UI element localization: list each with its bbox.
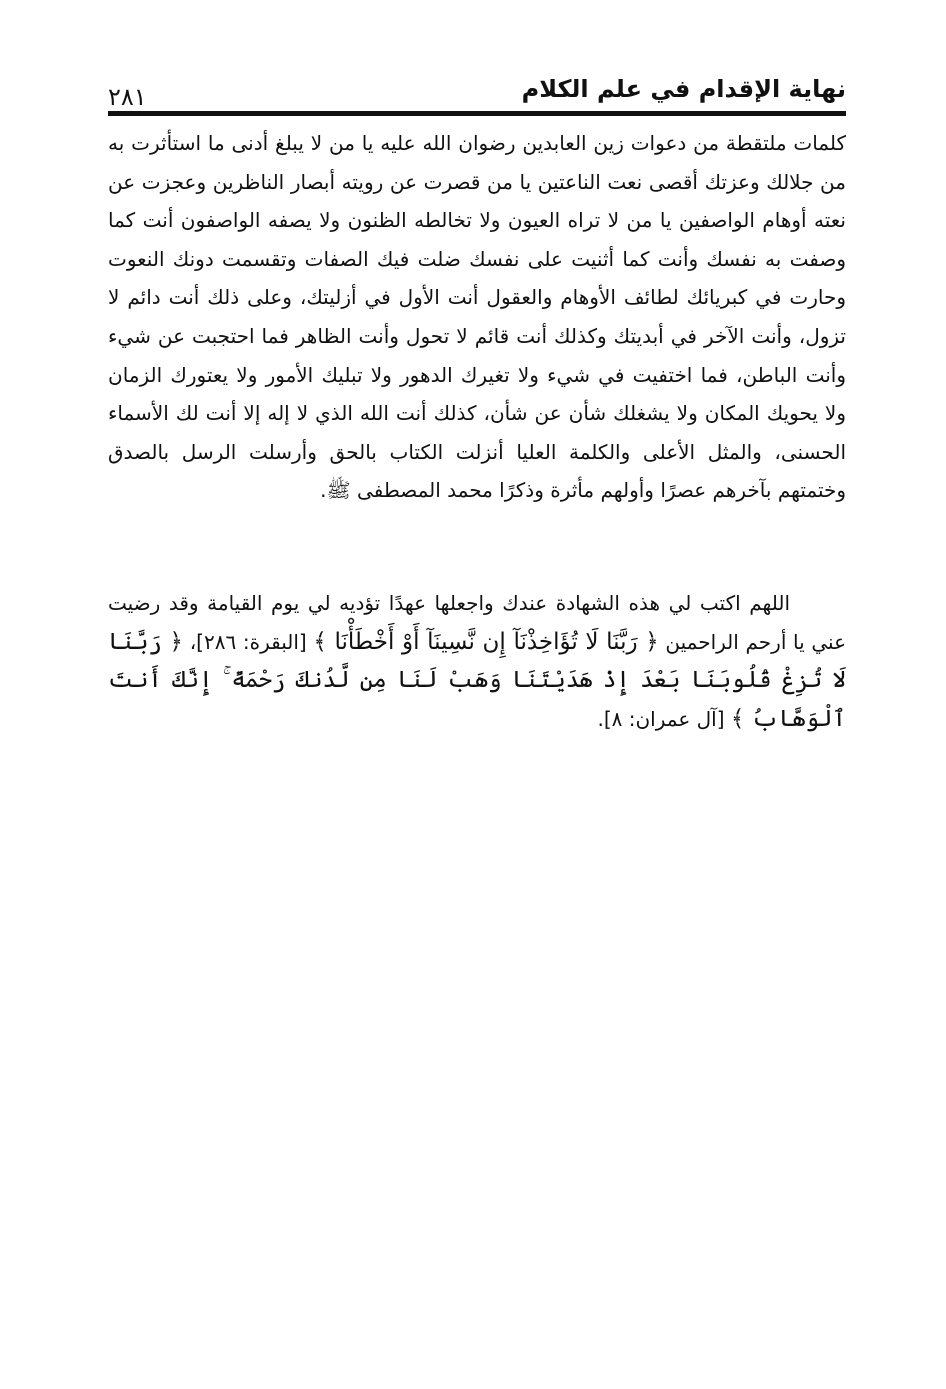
page-number: ٢٨١ (108, 83, 147, 111)
quran-verse-baqarah: ﴿ رَبَّنَا لَا تُؤَاخِذْنَآ إِن نَّسِينَآ أَوْ أَخْطَأْنَا ﴾ (313, 628, 659, 655)
prayer-intro: اللهم اكتب لي هذه الشهادة عندك واجعلها عهدًا تؤديه لي يوم القيامة وقد رضيت عني يا أرحم الراحمين (108, 591, 847, 654)
page-header (108, 68, 846, 111)
header-rule (108, 111, 846, 116)
citation-al-imran: [آل عمران: ٨]. (597, 706, 725, 731)
citation-baqarah: [البقرة: ٢٨٦]، (189, 629, 307, 654)
book-title: نهاية الإقدام في علم الكلام (521, 75, 846, 103)
paragraph-1: كلمات ملتقطة من دعوات زين العابدين رضوان الله عليه يا من لا يبلغ أدنى ما استأثرت به من جلالك وعزتك أقصى نعت الناعتين يا من قصرت عن رويته أبصار الناظرين وعجزت عن نعته أوهام الواصفين يا من لا تراه العيون ولا تخالطه الظنون ولا يصفه الواصفون أنت كما وصفت به نفسك وأنت كما أثنيت على نفسك ضلت فيك الصفات وتقسمت دونك النعوت وحارت في كبريائك لطائف الأوهام والعقول أنت الأول في أزليتك، وعلى ذلك أنت دائم لا تزول، وأنت الآخر في أبديتك وكذلك أنت قائم لا تحول وأنت الظاهر فما احتجبت عن شيء وأنت الباطن، فما اختفيت في شيء ولا تغيرك الدهور ولا تبليك الأمور ولا يعتورك الزمان ولا يحويك المكان ولا يشغلك شأن عن شأن، كذلك أنت الله الذي لا إله إلا أنت لك الأسماء الحسنى، والمثل الأعلى والكلمة العليا أنزلت الكتاب بالحق وأرسلت الرسل بالصدق وختمتهم بآخرهم عصرًا وأولهم مأثرة وذكرًا محمد المصطفى ﷺ. (108, 131, 846, 503)
body-text (108, 124, 846, 738)
quran-verse-al-imran: ﴿ رَبَّنَا لَا تُزِغْ قُلُوبَنَا بَعْدَ إِذْ هَدَيْتَنَا وَهَبْ لَنَا مِن لَّدُنكَ رَحْمَةً ۚ إِنَّكَ أَنتَ ٱلْوَهَّابُ ﴾ (108, 628, 846, 732)
paragraph-2 (108, 584, 846, 738)
